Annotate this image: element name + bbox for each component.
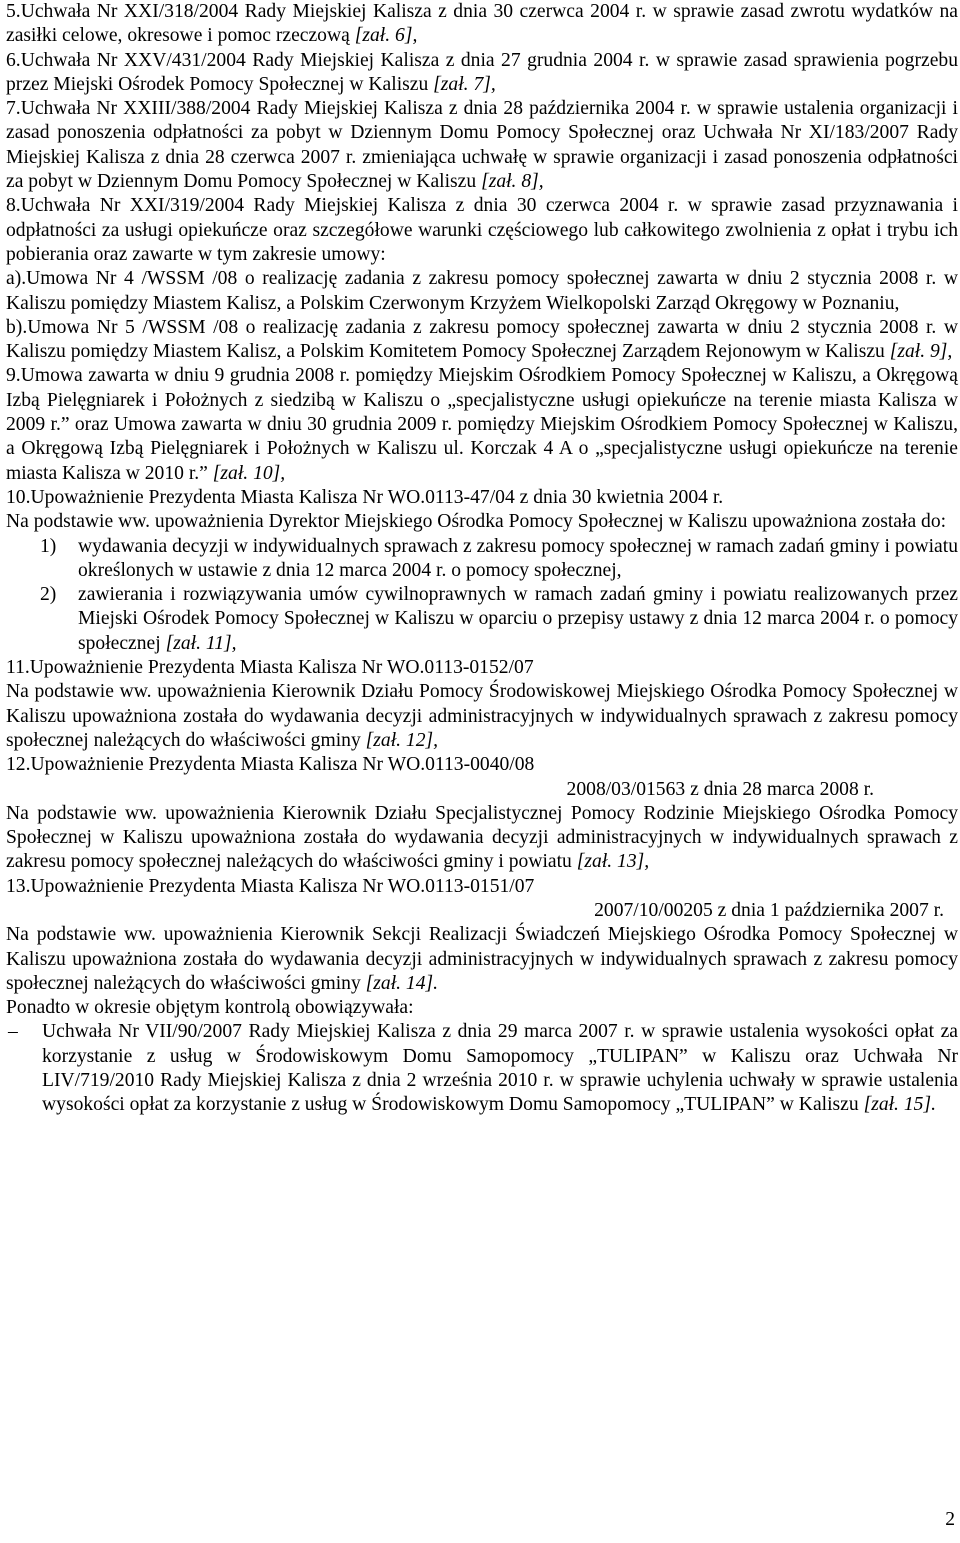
page-number: 2 <box>945 1509 955 1530</box>
paragraph-10-intro: Na podstawie ww. upoważnienia Dyrektor Miejskiego Ośrodka Pomocy Społecznej w Kaliszu upoważniona została do: <box>6 511 947 533</box>
paragraph-8: 8.Uchwała Nr XXI/319/2004 Rady Miejskiej Kalisza z dnia 30 czerwca 2004 r. w sprawie zasad przyznawania i odpłatności za usługi opiekuńcze oraz szczegółowe warunki częściowego lub całkowitego zwolnienia z opłat i trybu ich pobierania oraz zawarte w tym zakresie umowy: <box>6 195 958 265</box>
paragraph-12-title: 12.Upoważnienie Prezydenta Miasta Kalisza Nr WO.0113-0040/08 <box>6 754 535 776</box>
attachment-ref: [zał. 14]. <box>365 972 439 994</box>
paragraph-12-title-2: 2008/03/01563 z dnia 28 marca 2008 r. <box>566 778 874 800</box>
paragraph-13: Na podstawie ww. upoważnienia Kierownik Sekcji Realizacji Świadczeń Miejskiego Ośrodka Pomocy Społecznej w Kaliszu upoważniona została do wydawania decyzji administracyjnych w indywidualnych sprawach z zakresu pomocy społecznej należących do właściwości gminy [zał. 14]. <box>6 924 958 994</box>
paragraph-9: 9.Umowa zawarta w dniu 9 grudnia 2008 r. pomiędzy Miejskim Ośrodkiem Pomocy Społecznej w Kaliszu, a Okręgową Izbą Pielęgniarek i Położnych z siedzibą w Kaliszu o „specjalistyczne usługi opiekuńcze na terenie miasta Kalisza w 2009 r.” oraz Umowa zawarta w dniu 30 grudnia 2009 r. pomiędzy Miejskim Ośrodkiem Pomocy Społecznej w Kaliszu, a Okręgową Izbą Pielęgniarek i Położnych w Kaliszu ul. Korczak 4 A o „specjalistyczne usługi opiekuńcze na terenie miasta Kalisza w 2010 r.” [zał. 10], <box>6 365 958 484</box>
attachment-ref: [zał. 9], <box>889 341 953 363</box>
dash-list-item: – Uchwała Nr VII/90/2007 Rady Miejskiej Kalisza z dnia 29 marca 2007 r. w sprawie ustalenia wysokości opłat za korzystanie z usług w Środowiskowym Domu Samopomocy „TULIPAN” w Kaliszu oraz Uchwała Nr LIV/719/2010 Rady Miejskiej Kalisza z dnia 2 września 2010 r. w sprawie uchylenia uchwały w sprawie ustalenia wysokości opłat za korzystanie z usług w Środowiskowym Domu Samopomocy „TULIPAN” w Kaliszu [zał. 15]. <box>8 1021 958 1116</box>
paragraph-6: 6.Uchwała Nr XXV/431/2004 Rady Miejskiej Kalisza z dnia 27 grudnia 2004 r. w sprawie zasad sprawienia pogrzebu przez Miejski Ośrodek Pomocy Społecznej w Kaliszu [zał. 7], <box>6 49 958 95</box>
paragraph-13-title: 13.Upoważnienie Prezydenta Miasta Kalisza Nr WO.0113-0151/07 <box>6 875 535 897</box>
paragraph-11: Na podstawie ww. upoważnienia Kierownik Działu Pomocy Środowiskowej Miejskiego Ośrodka Pomocy Społecznej w Kaliszu upoważniona została do wydawania decyzji administracyjnych w indywidualnych sprawach z zakresu pomocy społecznej należących do właściwości gminy [zał. 12], <box>6 681 958 751</box>
paragraph-12: Na podstawie ww. upoważnienia Kierownik Działu Specjalistycznej Pomocy Rodzinie Miejskiego Ośrodka Pomocy Społecznej w Kaliszu upoważniona została do wydawania decyzji administracyjnych w indywidualnych sprawach z zakresu pomocy społecznej należących do właściwości gminy i powiatu [zał. 13], <box>6 802 958 873</box>
list-number: 2) <box>40 584 57 606</box>
attachment-ref: [zał. 13], <box>576 851 650 873</box>
paragraph-8a: a).Umowa Nr 4 /WSSM /08 o realizację zadania z zakresu pomocy społecznej zawarta w dniu 2 stycznia 2008 r. w Kaliszu pomiędzy Miastem Kalisz, a Polskim Czerwonym Krzyżem Wielkopolski Zarząd Okręgowy w Poznaniu, <box>6 268 958 314</box>
attachment-ref: [zał. 6], <box>354 25 418 47</box>
dash-bullet: – <box>8 1021 18 1043</box>
attachment-ref: [zał. 12], <box>365 729 439 751</box>
list-item: 1) wydawania decyzji w indywidualnych sprawach z zakresu pomocy społecznej w ramach zadań gminy i powiatu określonych w ustawie z dnia 12 marca 2004 r. o pomocy społecznej, <box>40 535 958 581</box>
paragraph-ponadto: Ponadto w okresie objętym kontrolą obowiązywała: <box>6 997 414 1019</box>
paragraph-11-title: 11.Upoważnienie Prezydenta Miasta Kalisza Nr WO.0113-0152/07 <box>6 657 534 679</box>
paragraph-8b: b).Umowa Nr 5 /WSSM /08 o realizację zadania z zakresu pomocy społecznej zawarta w dniu 2 stycznia 2008 r. w Kaliszu pomiędzy Miastem Kalisz, a Polskim Komitetem Pomocy Społecznej Zarządem Rejonowym w Kaliszu [zał. 9], <box>6 316 958 363</box>
paragraph-7: 7.Uchwała Nr XXIII/388/2004 Rady Miejskiej Kalisza z dnia 28 października 2004 r. w sprawie ustalenia organizacji i zasad ponoszenia odpłatności za pobyt w Dziennym Domu Pomocy Społecznej oraz Uchwała Nr XI/183/2007 Rady Miejskiej Kalisza z dnia 28 czerwca 2007 r. zmieniająca uchwałę w sprawie organizacji i zasad ponoszenia odpłatności za pobyt w Dziennym Domu Pomocy Społecznej w Kaliszu [zał. 8], <box>6 98 958 193</box>
attachment-ref: [zał. 10], <box>212 462 286 484</box>
attachment-ref: [zał. 15]. <box>863 1094 936 1116</box>
paragraph-13-title-2: 2007/10/00205 z dnia 1 października 2007 r. <box>594 899 944 921</box>
attachment-ref: [zał. 7], <box>433 73 496 95</box>
list-item: 2) zawierania i rozwiązywania umów cywilnoprawnych w ramach zadań gminy i powiatu realizowanych przez Miejski Ośrodek Pomocy Społecznej w Kaliszu w oparciu o przepisy ustawy z dnia 12 marca 2004 r. o pomocy społecznej [zał. 11], <box>40 584 958 654</box>
attachment-ref: [zał. 11], <box>165 632 237 654</box>
attachment-ref: [zał. 8], <box>481 171 544 193</box>
list-number: 1) <box>40 535 57 557</box>
paragraph-5: 5.Uchwała Nr XXI/318/2004 Rady Miejskiej Kalisza z dnia 30 czerwca 2004 r. w sprawie zasad zwrotu wydatków na zasiłki celowe, okresowe i pomoc rzeczową [zał. 6], <box>6 1 958 47</box>
paragraph-10-title: 10.Upoważnienie Prezydenta Miasta Kalisza Nr WO.0113-47/04 z dnia 30 kwietnia 2004 r. <box>6 486 724 508</box>
